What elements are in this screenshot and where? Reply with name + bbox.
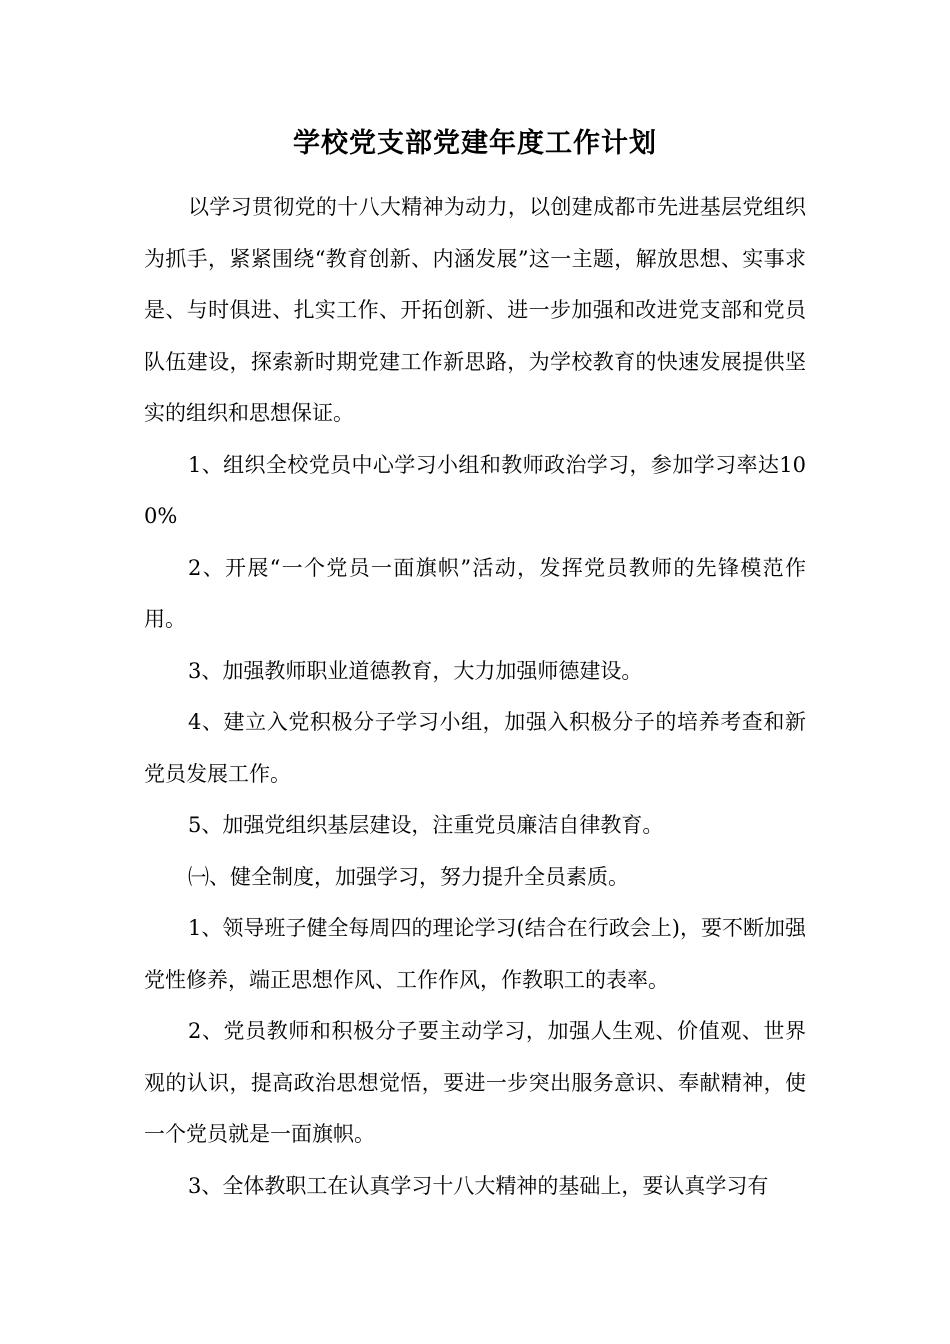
paragraph-section1-item-2: 2、党员教师和积极分子要主动学习，加强人生观、价值观、世界观的认识，提高政治思想觉悟，要进一步突出服务意识、奉献精神，使一个党员就是一面旗帜。: [144, 1019, 806, 1146]
paragraph-item-3: 3、加强教师职业道德教育，大力加强师德建设。: [188, 658, 643, 683]
paragraph-item-4: 4、建立入党积极分子学习小组，加强入积极分子的培养考查和新党员发展工作。: [144, 710, 806, 786]
document-body: [144, 182, 806, 1212]
paragraph-section1-item-1: 1、领导班子健全每周四的理论学习(结合在行政会上)，要不断加强党性修养，端正思想作风、工作作风，作教职工的表率。: [144, 916, 806, 992]
paragraph-item-1: 1、组织全校党员中心学习小组和教师政治学习，参加学习率达100%: [144, 452, 806, 528]
paragraph-item-2: 2、开展“一个党员一面旗帜”活动，发挥党员教师的先锋模范作用。: [144, 555, 806, 631]
paragraph-intro: 以学习贯彻党的十八大精神为动力，以创建成都市先进基层党组织为抓手，紧紧围绕“教育创新、内涵发展”这一主题，解放思想、实事求是、与时俱进、扎实工作、开拓创新、进一步加强和改进党支部和党员队伍建设，探索新时期党建工作新思路，为学校教育的快速发展提供坚实的组织和思想保证。: [144, 195, 806, 425]
paragraph-section1-item-3: 3、全体教职工在认真学习十八大精神的基础上，要认真学习有: [188, 1173, 769, 1198]
section-heading-1: ㈠、健全制度，加强学习，努力提升全员素质。: [188, 864, 629, 889]
document-title: 学校党支部党建年度工作计划: [293, 128, 657, 159]
paragraph-item-5: 5、加强党组织基层建设，注重党员廉洁自律教育。: [188, 813, 664, 837]
